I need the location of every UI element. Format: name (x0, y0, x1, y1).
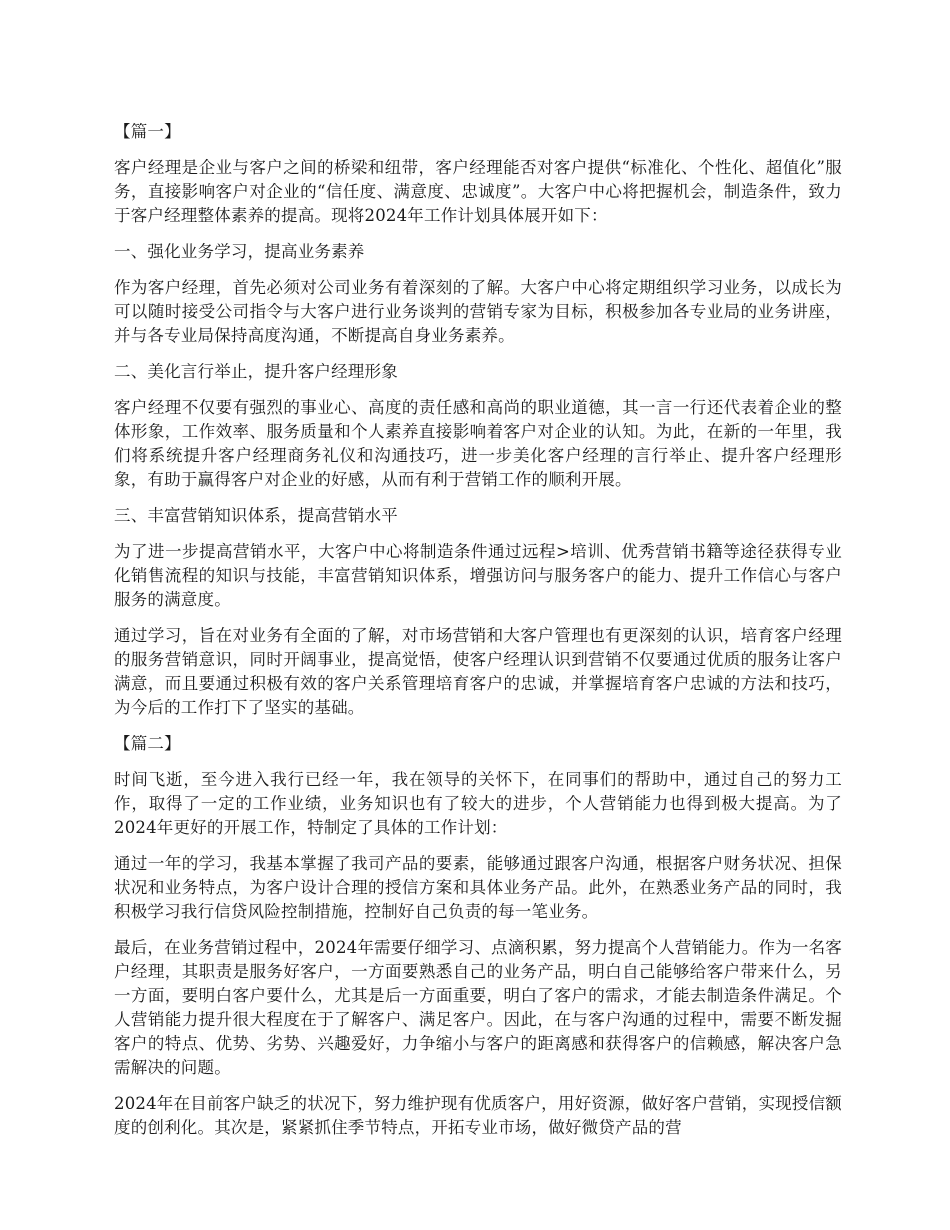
paragraph-intro: 客户经理是企业与客户之间的桥梁和纽带，客户经理能否对客户提供“标准化、个性化、超值化”服务，直接影响客户对企业的“信任度、满意度、忠诚度”。大客户中心将把握机会，制造条件，致力于客户经理整体素养的提高。现将2024年工作计划具体展开如下： (114, 158, 842, 225)
paragraph-2024-plan: 2024年在目前客户缺乏的状况下，努力维护现有优质客户，用好资源，做好客户营销，实现授信额度的创利化。其次是，紧紧抓住季节特点，开拓专业市场，做好微贷产品的营 (114, 1094, 842, 1137)
heading-marketing-knowledge: 三、丰富营销知识体系，提高营销水平 (114, 506, 398, 525)
document-page (114, 120, 842, 1152)
section-tag-part-two: 【篇二】 (114, 734, 181, 753)
paragraph-time-flies: 时间飞逝，至今进入我行已经一年，我在领导的关怀下，在同事们的帮助中，通过自己的努力工作，取得了一定的工作业绩，业务知识也有了较大的进步，个人营销能力也得到极大提高。为了2024年更好的开展工作，特制定了具体的工作计划： (114, 770, 842, 837)
paragraph-learning-goal: 通过学习，旨在对业务有全面的了解，对市场营销和大客户管理也有更深刻的认识，培育客户经理的服务营销意识，同时开阔事业，提高觉悟，使客户经理认识到营销不仅要通过优质的服务让客户满意，而且要通过积极有效的客户关系管理培育客户的忠诚，并掌握培育客户忠诚的方法和技巧，为今后的工作打下了坚实的基础。 (114, 626, 842, 717)
heading-beautify-conduct: 二、美化言行举止，提升客户经理形象 (114, 362, 398, 381)
paragraph-image: 客户经理不仅要有强烈的事业心、高度的责任感和高尚的职业道德，其一言一行还代表着企业的整体形象，工作效率、服务质量和个人素养直接影响着客户对企业的认知。为此，在新的一年里，我们将系统提升客户经理商务礼仪和沟通技巧，进一步美化客户经理的言行举止、提升客户经理形象，有助于赢得客户对企业的好感，从而有利于营销工作的顺利开展。 (114, 398, 842, 489)
paragraph-year-study: 通过一年的学习，我基本掌握了我司产品的要素，能够通过跟客户沟通，根据客户财务状况、担保状况和业务特点，为客户设计合理的授信方案和具体业务产品。此外，在熟悉业务产品的同时，我积极学习我行信贷风险控制措施，控制好自己负责的每一笔业务。 (114, 854, 842, 921)
heading-strengthen-study: 一、强化业务学习，提高业务素养 (114, 242, 365, 261)
paragraph-marketing-ability: 最后，在业务营销过程中，2024年需要仔细学习、点滴积累，努力提高个人营销能力。作为一名客户经理，其职责是服务好客户，一方面要熟悉自己的业务产品，明白自己能够给客户带来什么，另一方面，要明白客户要什么，尤其是后一方面重要，明白了客户的需求，才能去制造条件满足。个人营销能力提升很大程度在于了解客户、满足客户。因此，在与客户沟通的过程中，需要不断发掘客户的特点、优势、劣势、兴趣爱好，力争缩小与客户的距离感和获得客户的信赖感，解决客户急需解决的问题。 (114, 938, 842, 1077)
paragraph-marketing-training: 为了进一步提高营销水平，大客户中心将制造条件通过远程>培训、优秀营销书籍等途径获得专业化销售流程的知识与技能，丰富营销知识体系，增强访问与服务客户的能力、提升工作信心与客户服务的满意度。 (114, 542, 842, 609)
paragraph-business-knowledge: 作为客户经理，首先必须对公司业务有着深刻的了解。大客户中心将定期组织学习业务，以成长为可以随时接受公司指令与大客户进行业务谈判的营销专家为目标，积极参加各专业局的业务讲座，并与各专业局保持高度沟通，不断提高自身业务素养。 (114, 278, 842, 345)
section-tag-part-one: 【篇一】 (114, 122, 181, 141)
